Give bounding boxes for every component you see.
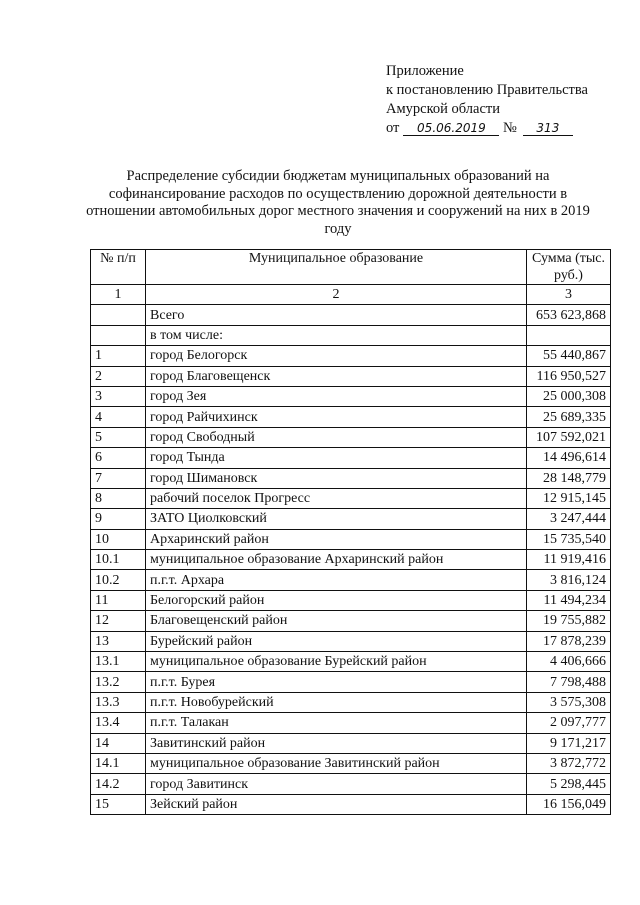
row-amount: 7 798,488 (527, 672, 611, 692)
including-amount-cell (527, 325, 611, 345)
row-number: 13.1 (91, 652, 146, 672)
row-amount: 17 878,239 (527, 631, 611, 651)
row-municipality: Благовещенский район (146, 611, 527, 631)
row-municipality: город Тында (146, 448, 527, 468)
column-number-3: 3 (527, 285, 611, 305)
table-row (91, 794, 611, 814)
row-municipality: муниципальное образование Завитинский район (146, 753, 527, 773)
total-label: Всего (146, 305, 527, 325)
row-number: 13.4 (91, 713, 146, 733)
table-row (91, 733, 611, 753)
distribution-table (90, 249, 611, 815)
row-number: 5 (91, 427, 146, 447)
table-row (91, 509, 611, 529)
row-municipality: муниципальное образование Архаринский район (146, 550, 527, 570)
row-municipality: город Райчихинск (146, 407, 527, 427)
row-number: 11 (91, 590, 146, 610)
row-amount: 3 872,772 (527, 753, 611, 773)
table-row (91, 692, 611, 712)
row-municipality: Архаринский район (146, 529, 527, 549)
row-municipality: город Благовещенск (146, 366, 527, 386)
row-municipality: Бурейский район (146, 631, 527, 651)
row-municipality: рабочий поселок Прогресс (146, 488, 527, 508)
row-municipality: муниципальное образование Бурейский район (146, 652, 527, 672)
including-label: в том числе: (146, 325, 527, 345)
row-amount: 4 406,666 (527, 652, 611, 672)
header-appendix-label: Приложение (386, 63, 464, 79)
row-municipality: город Белогорск (146, 346, 527, 366)
row-amount: 11 494,234 (527, 590, 611, 610)
row-municipality: п.г.т. Новобурейский (146, 692, 527, 712)
column-number-1: 1 (91, 285, 146, 305)
table-row (91, 550, 611, 570)
row-amount: 3 575,308 (527, 692, 611, 712)
date-prefix: от (386, 120, 400, 136)
number-prefix: № (503, 120, 517, 136)
total-amount: 653 623,868 (527, 305, 611, 325)
row-number: 15 (91, 794, 146, 814)
row-number: 10 (91, 529, 146, 549)
row-amount: 3 247,444 (527, 509, 611, 529)
including-number-cell (91, 325, 146, 345)
row-amount: 16 156,049 (527, 794, 611, 814)
row-number: 1 (91, 346, 146, 366)
row-municipality: Завитинский район (146, 733, 527, 753)
column-header-municipality: Муниципальное образование (146, 250, 527, 285)
table-row (91, 366, 611, 386)
row-amount: 14 496,614 (527, 448, 611, 468)
row-amount: 9 171,217 (527, 733, 611, 753)
table-row (91, 488, 611, 508)
row-amount: 15 735,540 (527, 529, 611, 549)
table-row (91, 427, 611, 447)
header-region-label: Амурской области (386, 101, 500, 117)
row-amount: 28 148,779 (527, 468, 611, 488)
row-amount: 11 919,416 (527, 550, 611, 570)
row-amount: 2 097,777 (527, 713, 611, 733)
row-number: 8 (91, 488, 146, 508)
table-row (91, 386, 611, 406)
row-amount: 116 950,527 (527, 366, 611, 386)
table-row (91, 753, 611, 773)
table-row (91, 590, 611, 610)
row-number: 12 (91, 611, 146, 631)
column-header-amount: Сумма (тыс. руб.) (527, 250, 611, 285)
table-row (91, 774, 611, 794)
document-header (386, 62, 588, 138)
row-number: 3 (91, 386, 146, 406)
row-municipality: Зейский район (146, 794, 527, 814)
row-number: 13 (91, 631, 146, 651)
row-municipality: п.г.т. Архара (146, 570, 527, 590)
row-number: 14.2 (91, 774, 146, 794)
table-header-row (91, 250, 611, 285)
row-amount: 107 592,021 (527, 427, 611, 447)
table-row (91, 448, 611, 468)
row-municipality: город Зея (146, 386, 527, 406)
table-row (91, 529, 611, 549)
column-number-2: 2 (146, 285, 527, 305)
row-amount: 25 689,335 (527, 407, 611, 427)
row-number: 6 (91, 448, 146, 468)
header-resolution-label: к постановлению Правительства (386, 82, 588, 98)
row-number: 10.1 (91, 550, 146, 570)
row-number: 7 (91, 468, 146, 488)
row-amount: 55 440,867 (527, 346, 611, 366)
row-number: 14.1 (91, 753, 146, 773)
table-row (91, 570, 611, 590)
row-number: 13.2 (91, 672, 146, 692)
row-amount: 12 915,145 (527, 488, 611, 508)
row-number: 13.3 (91, 692, 146, 712)
row-number: 14 (91, 733, 146, 753)
column-number-row (91, 285, 611, 305)
column-header-number: № п/п (91, 250, 146, 285)
row-municipality: город Шимановск (146, 468, 527, 488)
row-municipality: Белогорский район (146, 590, 527, 610)
row-amount: 5 298,445 (527, 774, 611, 794)
row-municipality: п.г.т. Талакан (146, 713, 527, 733)
table-row (91, 672, 611, 692)
header-date-line (386, 119, 588, 138)
handwritten-date: 05.06.2019 (403, 121, 499, 136)
row-number: 2 (91, 366, 146, 386)
row-number: 10.2 (91, 570, 146, 590)
table-row (91, 611, 611, 631)
table-row (91, 631, 611, 651)
including-row (91, 325, 611, 345)
table-row (91, 652, 611, 672)
row-municipality: город Свободный (146, 427, 527, 447)
total-number-cell (91, 305, 146, 325)
table-row (91, 468, 611, 488)
row-number: 4 (91, 407, 146, 427)
row-amount: 19 755,882 (527, 611, 611, 631)
handwritten-number: 313 (523, 121, 573, 136)
row-municipality: ЗАТО Циолковский (146, 509, 527, 529)
table-row (91, 346, 611, 366)
row-number: 9 (91, 509, 146, 529)
table-row (91, 407, 611, 427)
total-row (91, 305, 611, 325)
row-municipality: п.г.т. Бурея (146, 672, 527, 692)
document-title: Распределение субсидии бюджетам муниципальных образований на софинансирование расходов по осуществлению дорожной деятельности в отношении автомобильных дорог местного значения и сооружений на них в 2019 году (86, 168, 590, 237)
table-row (91, 713, 611, 733)
row-amount: 3 816,124 (527, 570, 611, 590)
row-municipality: город Завитинск (146, 774, 527, 794)
row-amount: 25 000,308 (527, 386, 611, 406)
